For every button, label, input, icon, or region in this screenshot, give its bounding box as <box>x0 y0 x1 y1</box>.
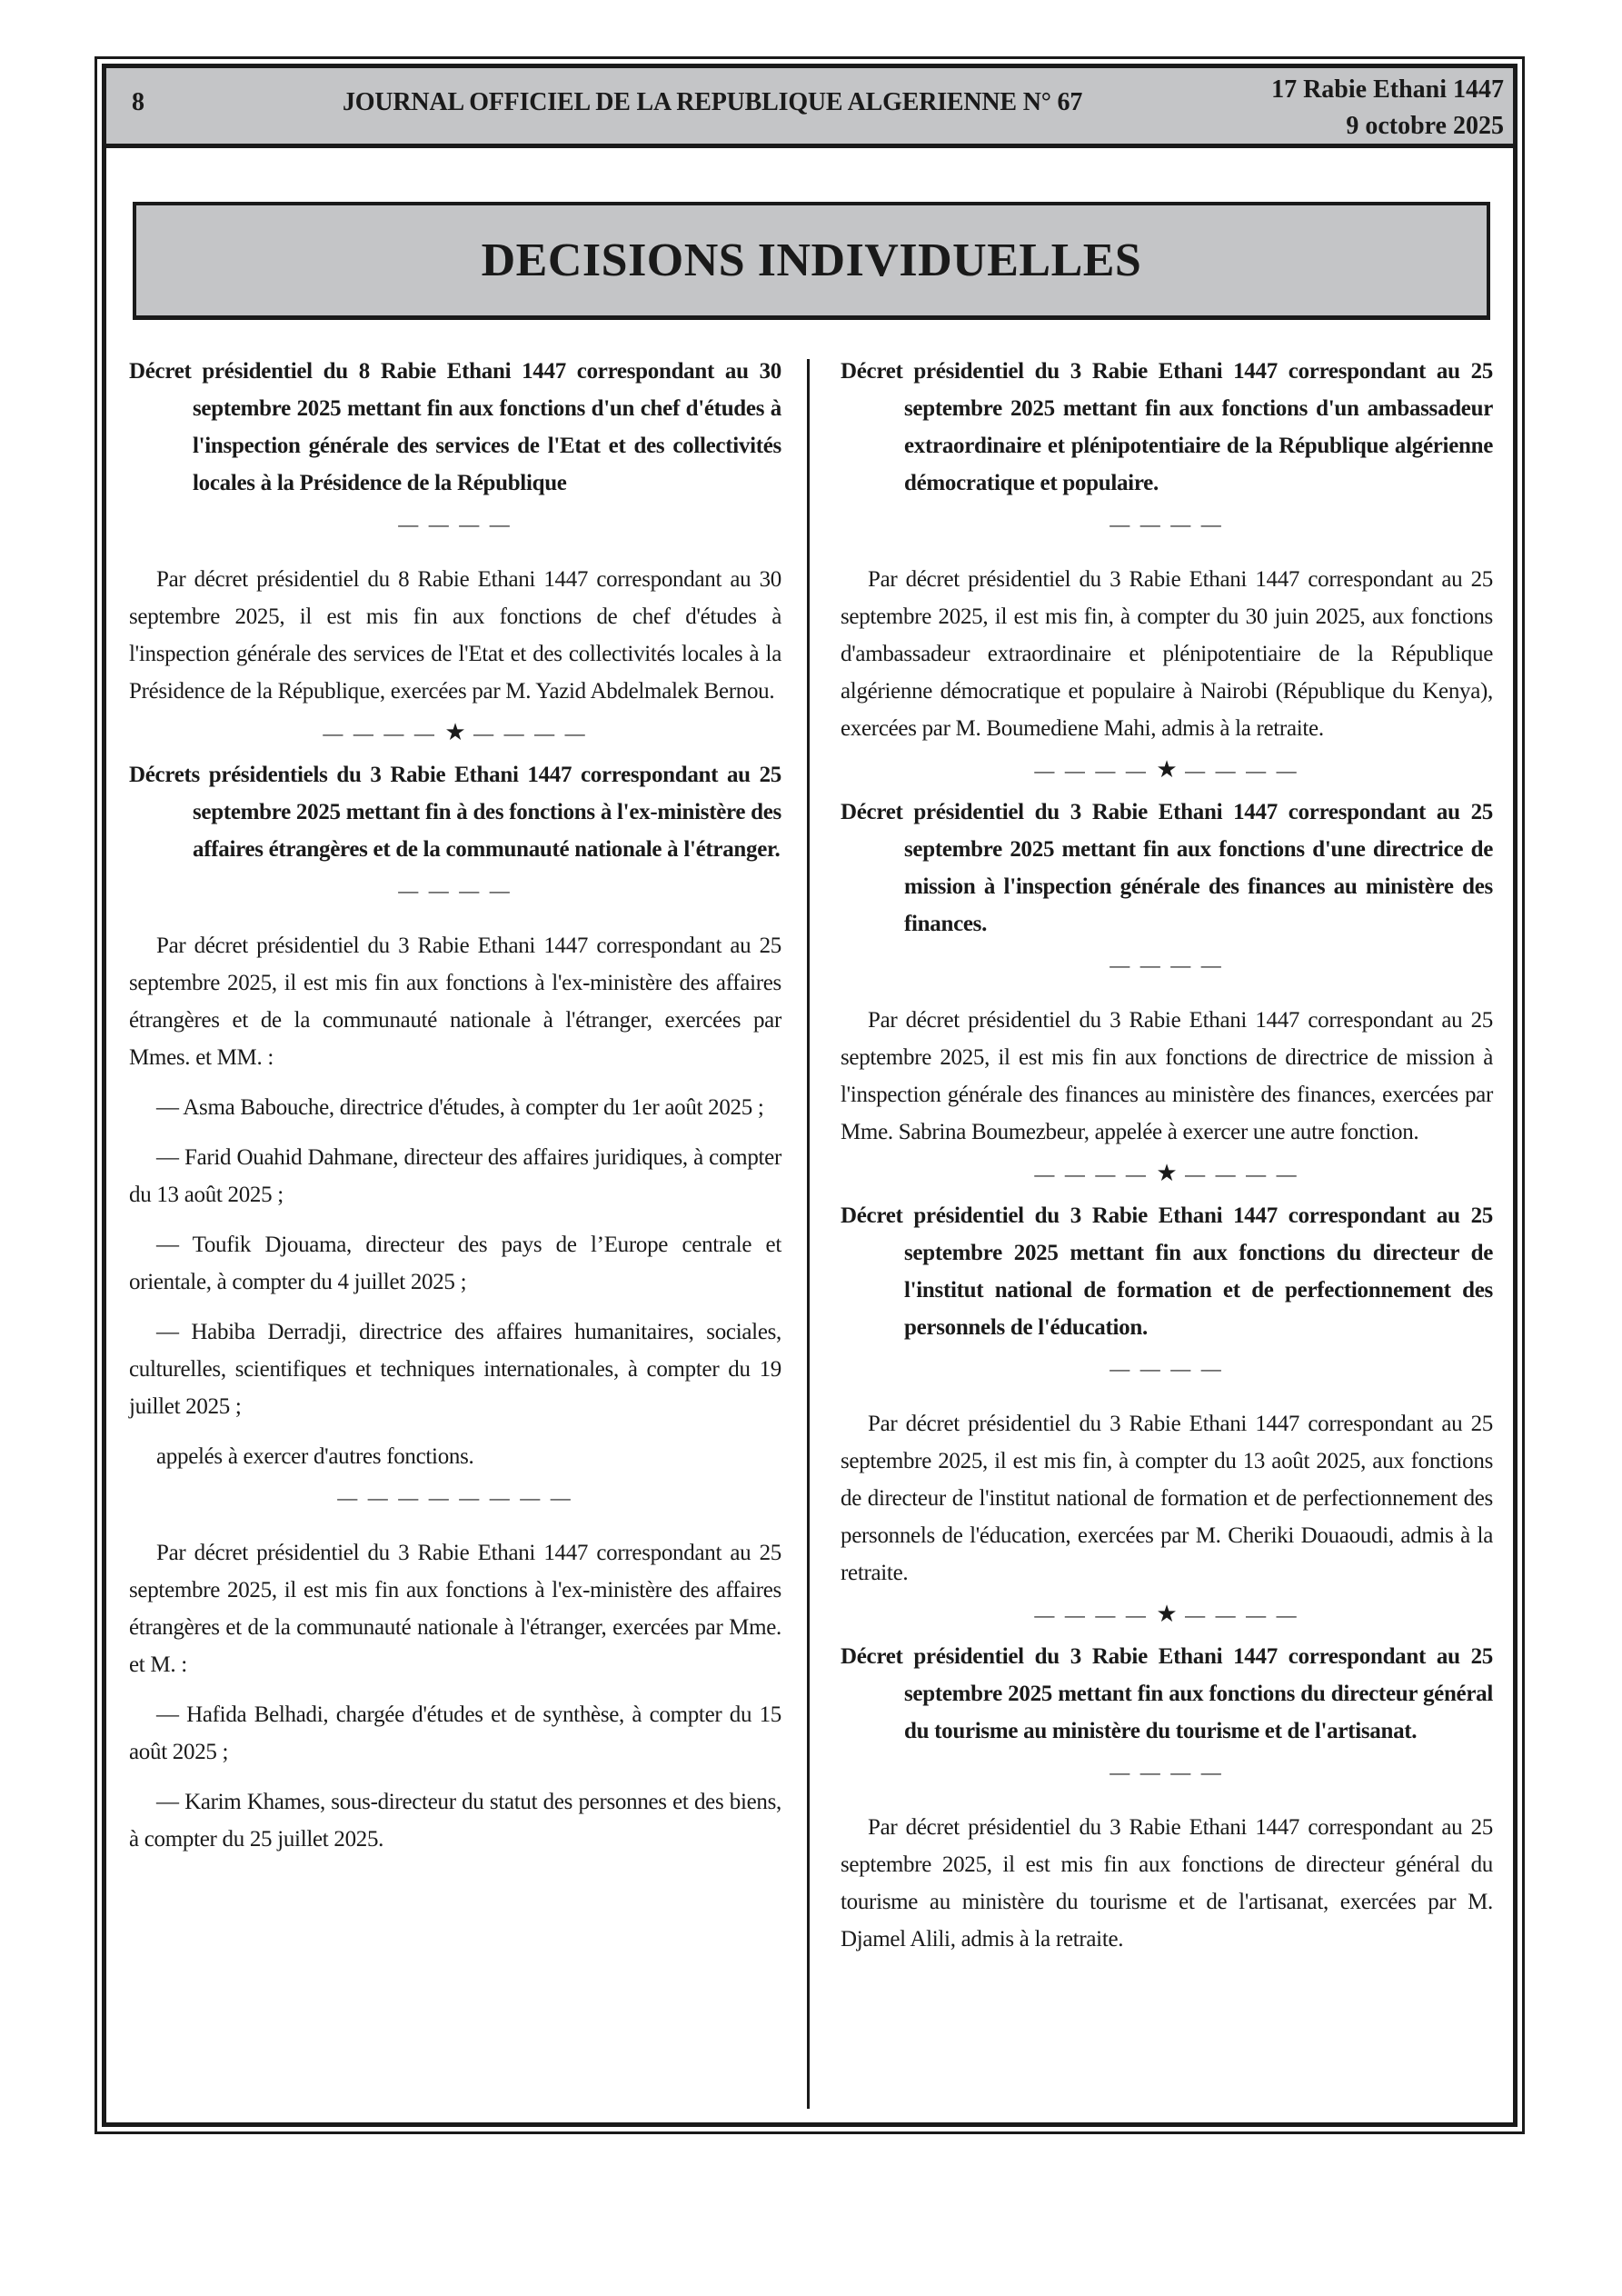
star-icon: ★ <box>1156 1601 1178 1627</box>
gregorian-date: 9 octobre 2025 <box>1346 112 1504 140</box>
separator-short: — — — — <box>398 513 512 535</box>
star-icon: ★ <box>1156 1160 1178 1186</box>
star-icon: ★ <box>1156 756 1178 783</box>
decree-body: Par décret présidentiel du 3 Rabie Ethani 1447 correspondant au 25 septembre 2025, il est mis fin, à compter du 13 août 2025, aux fonctions de directeur de l'institut national de formation et de perfectionnement des personnels de l'éducation, exercées par M. Cheriki Douaoudi, admis à la retraite. <box>841 1412 1493 1585</box>
decree-body: Par décret présidentiel du 3 Rabie Ethani 1447 correspondant au 25 septembre 2025, il est mis fin aux fonctions à l'ex-ministère des affaires étrangères et de la communauté nationale à l'étranger, exercées par Mmes. et MM. : <box>129 933 781 1070</box>
left-column <box>129 353 781 1871</box>
decree-body: Par décret présidentiel du 3 Rabie Ethani 1447 correspondant au 25 septembre 2025, il est mis fin, à compter du 30 juin 2025, aux fonctions d'ambassadeur extraordinaire et plénipotentiaire de la République algérienne démocratique et populaire à Nairobi (République du Kenya), exercées par M. Boumediene Mahi, admis à la retraite. <box>841 567 1493 741</box>
separator-long: — — — — — — — — <box>337 1486 573 1509</box>
right-column <box>841 353 1493 1958</box>
list-item: — Karim Khames, sous-directeur du statut des personnes et des biens, à compter du 25 juillet 2025. <box>129 1790 781 1852</box>
list-item: — Hafida Belhadi, chargée d'études et de synthèse, à compter du 15 août 2025 ; <box>129 1702 781 1764</box>
journal-title: JOURNAL OFFICIEL DE LA REPUBLIQUE ALGERIENNE N° 67 <box>343 88 1083 116</box>
list-item: — Farid Ouahid Dahmane, directeur des affaires juridiques, à compter du 13 août 2025 ; <box>129 1145 781 1207</box>
hijri-date: 17 Rabie Ethani 1447 <box>1271 75 1504 104</box>
section-title: DECISIONS INDIVIDUELLES <box>481 235 1142 286</box>
decree-heading: Décret présidentiel du 3 Rabie Ethani 1447 correspondant au 25 septembre 2025 mettant fin aux fonctions d'une directrice de mission à l'inspection générale des finances au ministère des finances. <box>841 800 1493 936</box>
decree-heading: Décret présidentiel du 3 Rabie Ethani 1447 correspondant au 25 septembre 2025 mettant fin aux fonctions du directeur général du tourisme au ministère du tourisme et de l'artisanat. <box>841 1644 1493 1743</box>
journal-header <box>106 68 1513 148</box>
star-icon: ★ <box>444 719 466 745</box>
column-divider <box>807 359 810 2109</box>
section-title-box <box>133 202 1490 320</box>
separator-short: — — — — <box>398 879 512 902</box>
decree-body: Par décret présidentiel du 8 Rabie Ethani 1447 correspondant au 30 septembre 2025, il est mis fin aux fonctions de chef d'études à l'inspection générale des services de l'Etat et des collectivités locales à la Présidence de la République, exercées par M. Yazid Abdelmalek Bernou. <box>129 567 781 704</box>
list-item: — Toufik Djouama, directeur des pays de l’Europe centrale et orientale, à compter du 4 juillet 2025 ; <box>129 1233 781 1294</box>
page-number: 8 <box>132 88 144 116</box>
separator-short: — — — — <box>1110 1357 1224 1380</box>
separator-short: — — — — <box>1110 1761 1224 1783</box>
issue-date <box>1271 72 1504 145</box>
decree-heading: Décret présidentiel du 3 Rabie Ethani 1447 correspondant au 25 septembre 2025 mettant fin aux fonctions d'un ambassadeur extraordinaire et plénipotentiaire de la République algérienne démocratique et populaire. <box>841 359 1493 495</box>
decree-body: Par décret présidentiel du 3 Rabie Ethani 1447 correspondant au 25 septembre 2025, il est mis fin aux fonctions à l'ex-ministère des affaires étrangères et de la communauté nationale à l'étranger, exercées par Mme. et M. : <box>129 1541 781 1677</box>
decree-heading: Décrets présidentiels du 3 Rabie Ethani 1447 correspondant au 25 septembre 2025 mettant fin à des fonctions à l'ex-ministère des affaires étrangères et de la communauté nationale à l'étranger. <box>129 763 781 862</box>
decree-body: Par décret présidentiel du 3 Rabie Ethani 1447 correspondant au 25 septembre 2025, il est mis fin aux fonctions de directrice de mission à l'inspection générale des finances au ministère des finances, exercées par Mme. Sabrina Boumezbeur, appelée à exercer une autre fonction. <box>841 1008 1493 1144</box>
separator-star: — — — — ★ — — — — <box>1034 756 1299 783</box>
separator-short: — — — — <box>1110 953 1224 976</box>
decree-body: Par décret présidentiel du 3 Rabie Ethani 1447 correspondant au 25 septembre 2025, il est mis fin aux fonctions de directeur général du tourisme au ministère du tourisme et de l'artisanat, exercées par M. Djamel Alili, admis à la retraite. <box>841 1815 1493 1952</box>
separator-star: — — — — ★ — — — — <box>1034 1601 1299 1627</box>
list-item: — Habiba Derradji, directrice des affaires humanitaires, sociales, culturelles, scientifiques et techniques internationales, à compter du 19 juillet 2025 ; <box>129 1320 781 1419</box>
separator-star: — — — — ★ — — — — <box>1034 1160 1299 1186</box>
separator-short: — — — — <box>1110 513 1224 535</box>
decree-heading: Décret présidentiel du 8 Rabie Ethani 1447 correspondant au 30 septembre 2025 mettant fin aux fonctions d'un chef d'études à l'inspection générale des services de l'Etat et des collectivités locales à la Présidence de la République <box>129 359 781 495</box>
decree-heading: Décret présidentiel du 3 Rabie Ethani 1447 correspondant au 25 septembre 2025 mettant fin aux fonctions du directeur de l'institut national de formation et de perfectionnement des personnels de l'éducation. <box>841 1203 1493 1340</box>
list-item: — Asma Babouche, directrice d'études, à compter du 1er août 2025 ; <box>156 1095 764 1120</box>
closing-line: appelés à exercer d'autres fonctions. <box>156 1444 474 1469</box>
separator-star: — — — — ★ — — — — <box>323 719 588 745</box>
